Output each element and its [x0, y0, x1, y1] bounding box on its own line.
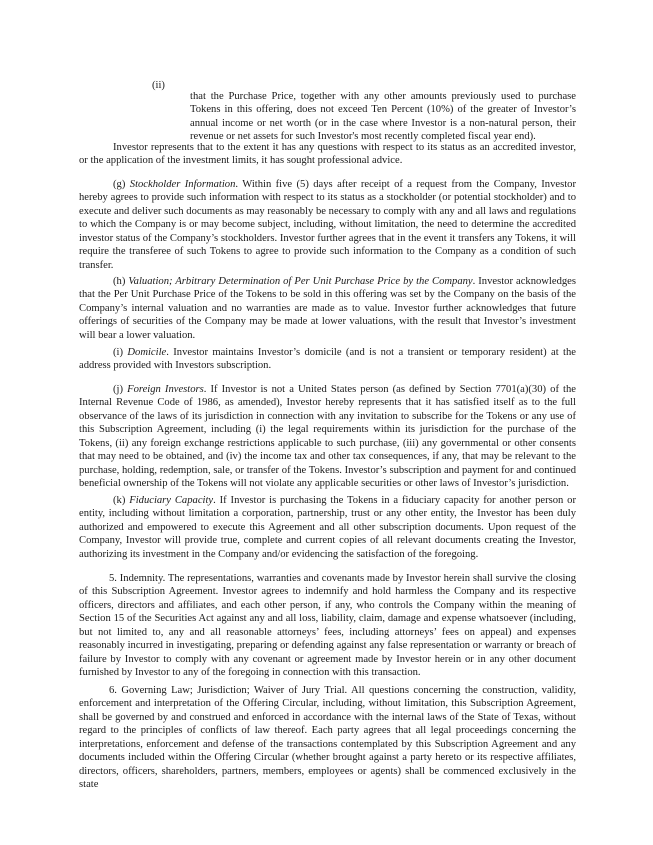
section-i-label: (i)	[113, 347, 123, 358]
investor-representation-paragraph: Investor represents that to the extent it has any questions with respect to its status as an accredited investor, or the application of the investment limits, it has sought professional advice.	[79, 142, 576, 167]
section-j-paragraph	[79, 383, 576, 491]
section-h-paragraph	[79, 275, 576, 342]
item-ii-text: that the Purchase Price, together with any other amounts previously used to purchase Tokens in this offering, does not exceed Ten Percent (10%) of the greater of Investor’s annual income or net worth (or in the case where Investor is a non-natural person, their revenue or net assets for such Investor's most recently completed fiscal year end).	[190, 90, 576, 142]
section-h-text: . Investor acknowledges that the Per Unit Purchase Price of the Tokens to be sold in this offering was set by the Company on the basis of the Company’s internal valuation and no warranties are made as to value. Investor further acknowledges that future offerings of securities of the Company may be made at lower valuations, with the result that Investor’s investment will bear a lower valuation.	[79, 276, 577, 341]
section-k-heading: Fiduciary Capacity	[129, 495, 214, 506]
section-i-heading: Domicile	[127, 347, 167, 358]
section-g-heading: Stockholder Information	[129, 179, 236, 190]
section-5-indemnity-paragraph: 5. Indemnity. The representations, warranties and covenants made by Investor herein shall survive the closing of this Subscription Agreement. Investor agrees to indemnify and hold harmless the Company and its respective officers, directors and affiliates, and each other person, if any, who controls the Company within the meaning of Section 15 of the Securities Act against any and all loss, liability, claim, damage and expense whatsoever (including, but not limited to, any and all reasonable attorneys’ fees, including attorneys’ fees on appeal) and expenses reasonably incurred in investigating, preparing or defending against any false representation or warranty or breach of failure by Investor to comply with any covenant or agreement made by Investor herein or in any other document furnished by Investor to any of the foregoing in connection with this transaction.	[79, 573, 576, 679]
section-j-heading: Foreign Investors	[127, 384, 204, 395]
section-j-label: (j)	[113, 384, 123, 395]
section-g-label: (g)	[113, 179, 126, 190]
section-i-paragraph	[79, 346, 576, 373]
item-ii-number: (ii)	[152, 80, 165, 91]
section-h-label: (h)	[113, 276, 126, 287]
section-i-text: . Investor maintains Investor’s domicile (and is not a transient or temporary resident) at the address provided with Investors subscription.	[79, 347, 576, 372]
section-g-text: . Within five (5) days after receipt of a request from the Company, Investor hereby agrees to provide such information with respect to its status as a stockholder (or potential stockholder) and to execute and deliver such documents as may reasonably be necessary to comply with any and all laws and regulations to which the Company is or may become subject, including, without limitation, the need to determine the accredited investor status of the Company’s stockholders. Investor further agrees that in the event it transfers any Tokens, it will require the transferee of such Tokens to agree to provide such information to the Company as a condition of such transfer.	[79, 179, 576, 271]
section-g-paragraph	[79, 178, 576, 272]
section-k-label: (k)	[113, 495, 126, 506]
section-j-text: . If Investor is not a United States person (as defined by Section 7701(a)(30) of the Internal Revenue Code of 1986, as amended), Investor hereby represents that it has satisfied itself as to the full observance of the laws of its jurisdiction in connection with any invitation to subscribe for the Tokens or any use of this Subscription Agreement, including (i) the legal requirements within its jurisdiction for the purchase of the Tokens, (ii) any foreign exchange restrictions applicable to such purchase, (iii) any governmental or other consents that may need to be obtained, and (iv) the income tax and other tax consequences, if any, that may be relevant to the purchase, holding, redemption, sale, or transfer of the Tokens. Investor’s subscription and payment for and continued beneficial ownership of the Tokens will not violate any applicable securities or other laws of Investor’s jurisdiction.	[79, 384, 576, 490]
section-k-paragraph	[79, 494, 576, 561]
section-6-governing-law-paragraph: 6. Governing Law; Jurisdiction; Waiver of Jury Trial. All questions concerning the construction, validity, enforcement and interpretation of the Offering Circular, including, without limitation, this Subscription Agreement, shall be governed by and construed and enforced in accordance with the internal laws of the State of Texas, without regard to the principles of conflicts of law thereof. Each party agrees that all legal proceedings concerning the interpretations, enforcement and defense of the transactions contemplated by this Subscription Agreement and any documents included within the Offering Circular (whether brought against a party hereto or its respective affiliates, directors, officers, shareholders, partners, members, employees or agents) shall be commenced exclusively in the state	[79, 685, 576, 791]
section-k-text: . If Investor is purchasing the Tokens in a fiduciary capacity for another person or entity, including without limitation a corporation, partnership, trust or any other entity, the Investor has been duly authorized and empowered to execute this Agreement and all other subscription documents. Upon request of the Company, Investor will provide true, complete and current copies of all relevant documents creating the Investor, authorizing its investment in the Company and/or evidencing the satisfaction of the foregoing.	[79, 495, 577, 560]
section-h-heading: Valuation; Arbitrary Determination of Per Unit Purchase Price by the Company	[128, 276, 473, 287]
